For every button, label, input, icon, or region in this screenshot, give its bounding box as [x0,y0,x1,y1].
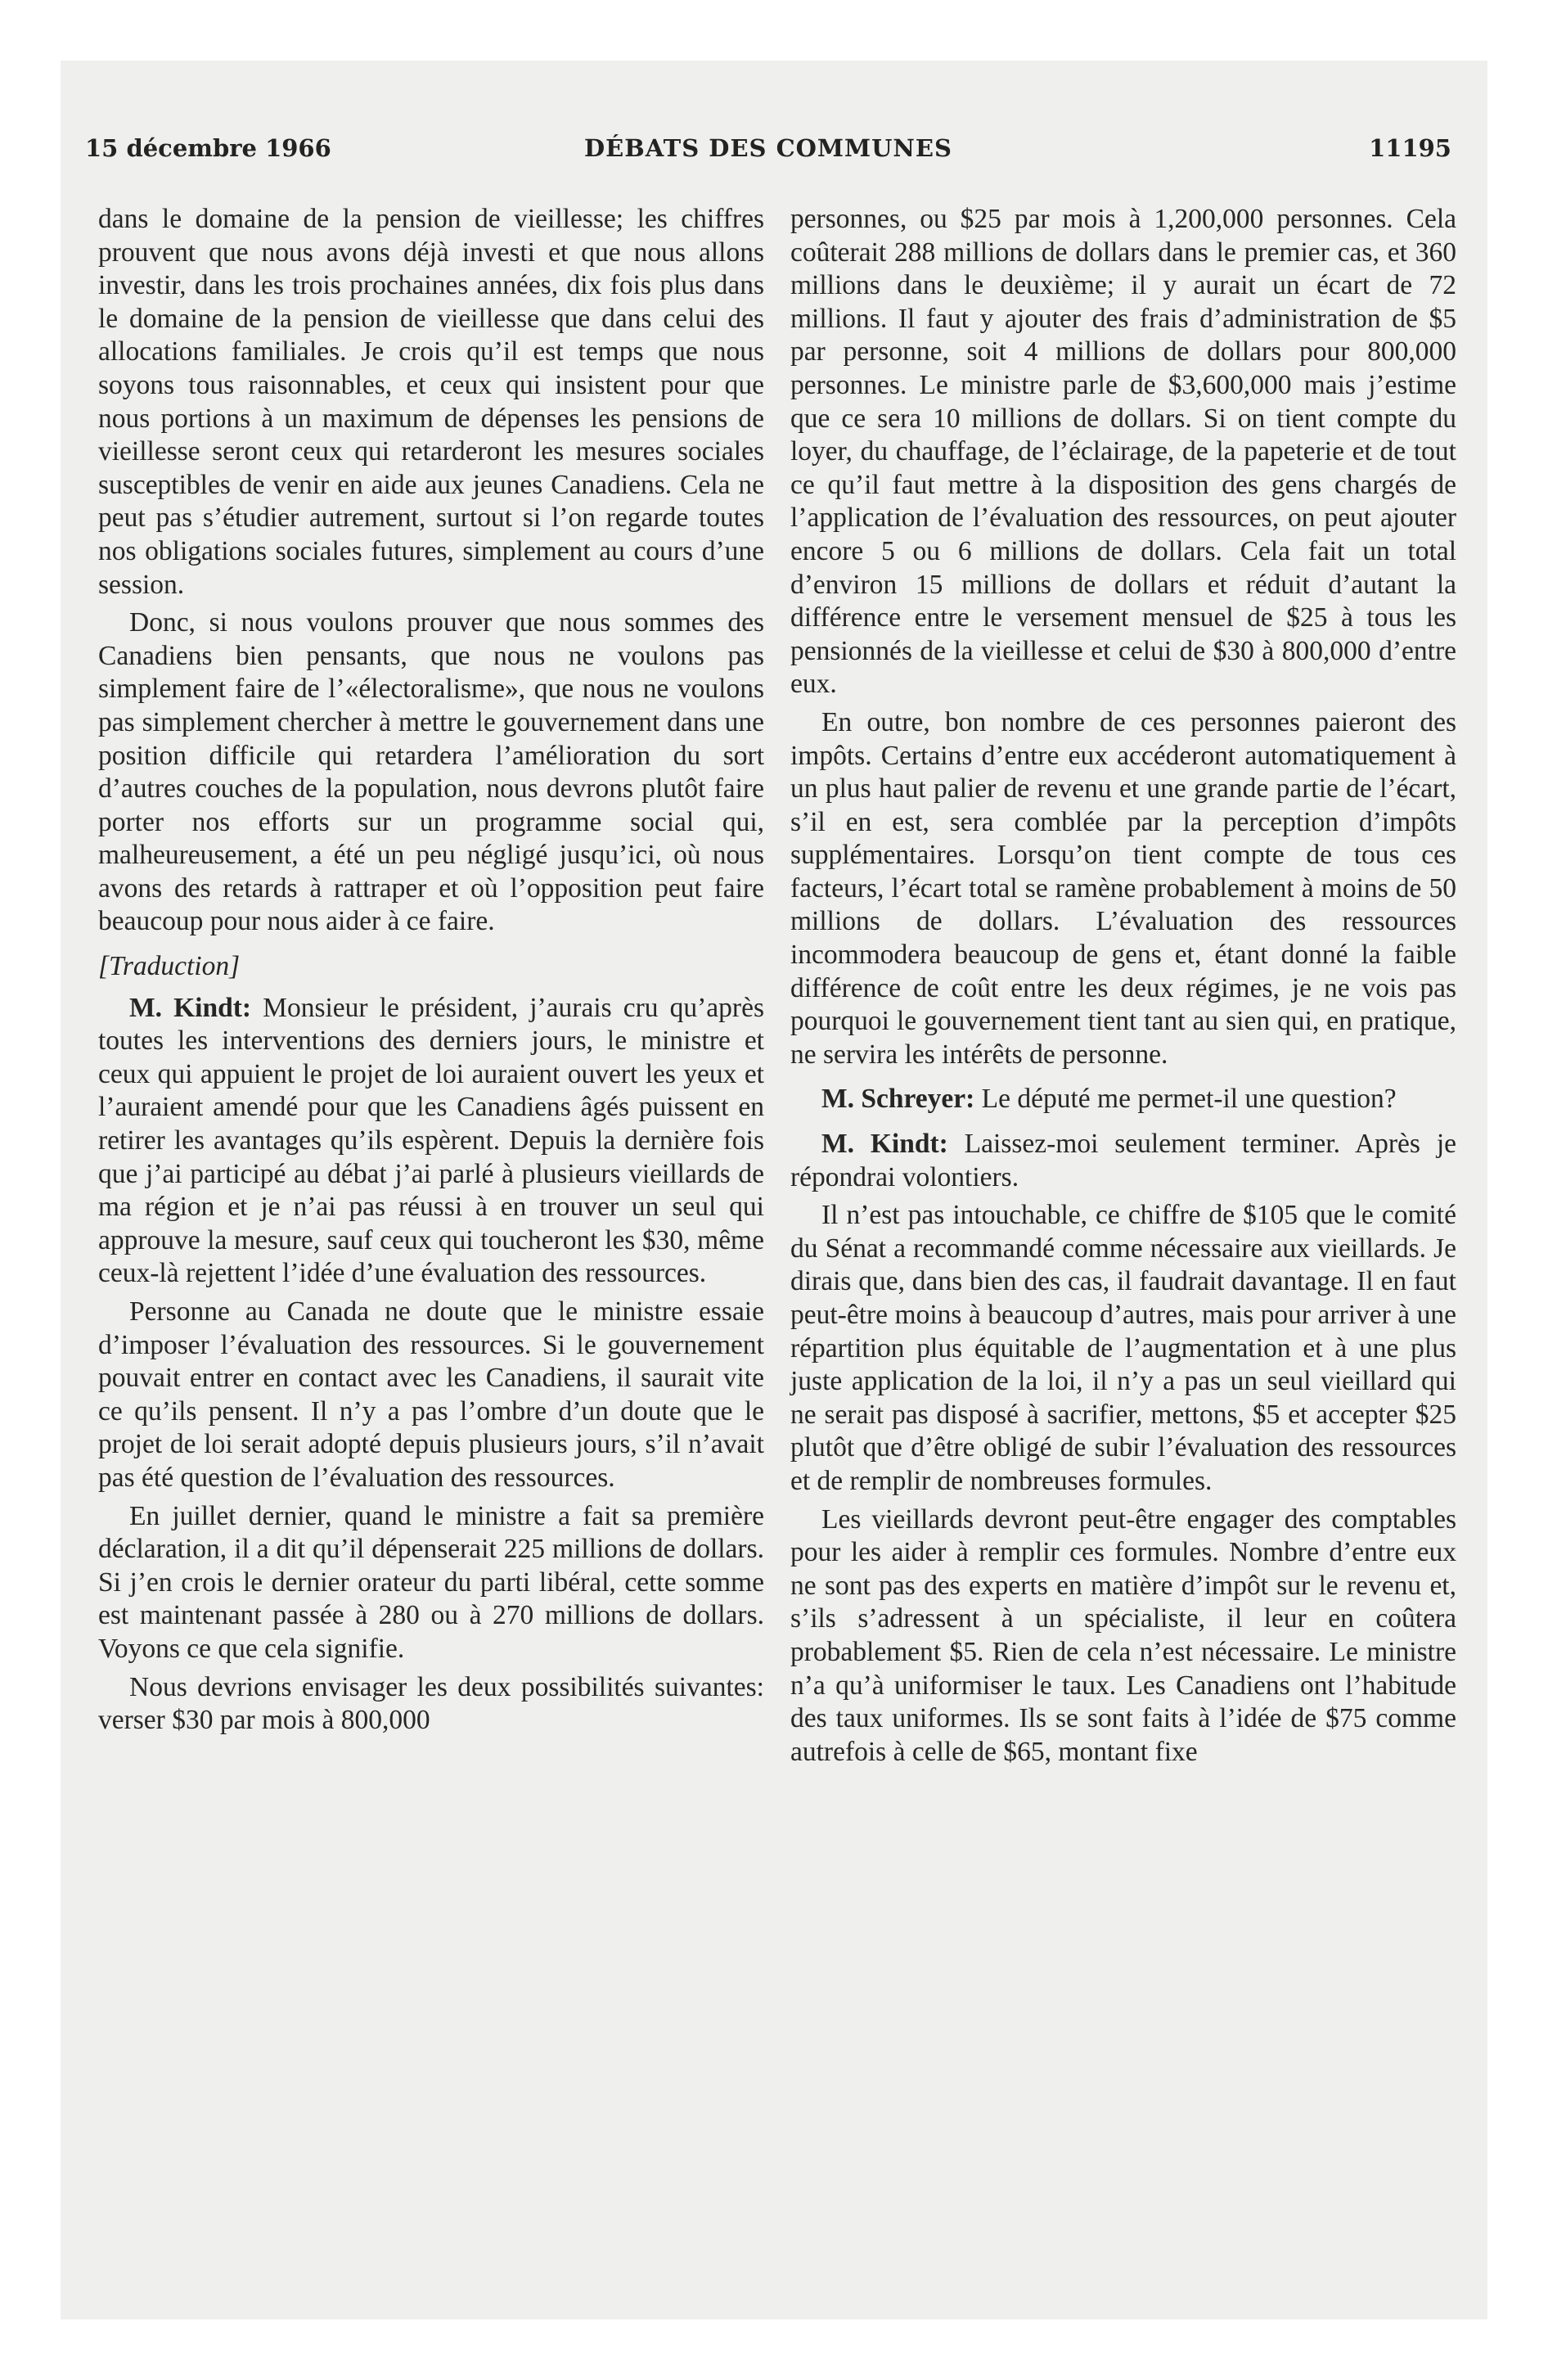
left-column [98,203,764,1742]
paragraph: dans le domaine de la pension de vieillesse; les chiffres prouvent que nous avons déjà investi et que nous allons investir, dans les trois prochaines années, dix fois plus dans le domaine de la pension de vieillesse que dans celui des allocations familiales. Je crois qu’il est temps que nous soyons tous raisonnables, et ceux qui insistent pour que nous portions à un maximum de dépenses les pensions de vieillesse seront ceux qui retarderont les mesures sociales susceptibles de venir en aide aux jeunes Canadiens. Cela ne peut pas s’étudier autrement, surtout si l’on regarde toutes nos obligations sociales futures, simplement au cours d’une session. [98,204,764,600]
paragraph: personnes, ou $25 par mois à 1,200,000 personnes. Cela coûterait 288 millions de dollars dans le premier cas, et 360 millions dans le deuxième; il y aurait un écart de 72 millions. Il faut y ajouter des frais d’administration de $5 par personne, soit 4 millions de dollars pour 800,000 personnes. Le ministre parle de $3,600,000 mais j’estime que ce sera 10 millions de dollars. Si on tient compte du loyer, du chauffage, de l’éclairage, de la papeterie et de tout ce qu’il faut mettre à la disposition des gens chargés de l’application de l’évaluation des ressources, on peut ajouter encore 5 ou 6 millions de dollars. Cela fait un total d’environ 15 millions de dollars et réduit d’autant la différence entre le versement mensuel de $25 à tous les pensionnés de la vieillesse et celui de $30 à 800,000 d’entre eux. [790,204,1456,700]
paragraph: Les vieillards devront peut-être engager des comptables pour les aider à remplir ces formules. Nombre d’entre eux ne sont pas des experts en matière d’impôt sur le revenu et, s’ils s’adressent à un spécialiste, il leur en coûtera probablement $5. Rien de cela n’est nécessaire. Le ministre n’a qu’à uniformiser le taux. Les Canadiens ont l’habitude des taux uniformes. Ils se sont faits à l’idée de $75 comme autrefois à celle de $65, montant fixe [790,1503,1456,1767]
speech-paragraph [98,992,764,1291]
header-date: 15 décembre 1966 [85,134,331,162]
paragraph: En juillet dernier, quand le ministre a fait sa première déclaration, il a dit qu’il dépenserait 225 millions de dollars. Si j’en crois le dernier orateur du parti libéral, cette somme est maintenant passée à 280 ou à 270 millions de dollars. Voyons ce que cela signifie. [98,1500,764,1664]
header-title: DÉBATS DES COMMUNES [584,134,952,162]
speaker-name: M. Kindt: [821,1129,948,1160]
paragraph: Nous devrions envisager les deux possibilités suivantes: verser $30 par mois à 800,000 [98,1671,764,1736]
page-header [85,134,1451,175]
speaker-name: M. Kindt: [129,992,252,1023]
speech-text: Monsieur le président, j’aurais cru qu’après toutes les interventions des derniers jours, le ministre et ceux qui appuient le projet de loi auraient ouvert les yeux et l’auraient amendé pour que les Canadiens âgés puissent en retirer les avantages qu’ils espèrent. Depuis la dernière fois que j’ai participé au débat j’ai parlé à plusieurs vieillards de ma région et je n’ai pas réussi à en trouver un seul qui approuve la mesure, sauf ceux qui toucheront les $30, même ceux-là rejettent l’idée d’une évaluation des ressources. [98,992,764,1289]
speech-text: Le député me permet-il une question? [974,1084,1397,1115]
paragraph: Donc, si nous voulons prouver que nous sommes des Canadiens bien pensants, que nous ne voulons pas simplement faire de l’«électoralisme», que nous ne voulons pas simplement chercher à mettre le gouvernement dans une position difficile qui retardera l’amélioration du sort d’autres couches de la population, nous devrons plutôt faire porter nos efforts sur un programme social qui, malheureusement, a été un peu négligé jusqu’ici, où nous avons des retards à rattraper et où l’opposition peut faire beaucoup pour nous aider à ce faire. [98,607,764,937]
speaker-name: M. Schreyer: [821,1084,975,1115]
header-page-number: 11195 [1369,134,1451,162]
speech-paragraph [790,1128,1456,1194]
speech-text: Laissez-moi seulement terminer. Après je répondrai volontiers. [790,1129,1457,1192]
translation-note: [Traduction] [98,951,241,982]
speech-paragraph [790,1083,1456,1116]
right-column [790,203,1456,1774]
paragraph: Il n’est pas intouchable, ce chiffre de $105 que le comité du Sénat a recommandé comme nécessaire aux vieillards. Je dirais que, dans bien des cas, il faudrait davantage. Il en faut peut-être moins à beaucoup d’autres, mais pour arriver à une répartition plus équitable de l’augmentation et à une plus juste application de la loi, il n’y a pas un seul vieillard qui ne serait pas disposé à sacrifier, mettons, $5 et accepter $25 plutôt que d’être obligé de subir l’évaluation des ressources et de remplir de nombreuses formules. [790,1200,1456,1496]
paragraph: En outre, bon nombre de ces personnes paieront des impôts. Certains d’entre eux accéderont automatiquement à un plus haut palier de revenu et une grande partie de l’écart, s’il en est, sera comblée par la perception d’impôts supplémentaires. Lorsqu’on tient compte de tous ces facteurs, l’écart total se ramène probablement à moins de 50 millions de dollars. L’évaluation des ressources incommodera beaucoup de gens et, étant donné la faible différence de coût entre les deux régimes, je ne vois pas pourquoi le gouvernement tient tant au sien qui, en pratique, ne servira les intérêts de personne. [790,706,1456,1070]
paragraph: Personne au Canada ne doute que le ministre essaie d’imposer l’évaluation des ressources. Si le gouvernement pouvait entrer en contact avec les Canadiens, il saurait vite ce qu’ils pensent. Il n’y a pas l’ombre d’un doute que le projet de loi serait adopté depuis plusieurs jours, s’il n’avait pas été question de l’évaluation des ressources. [98,1296,764,1493]
